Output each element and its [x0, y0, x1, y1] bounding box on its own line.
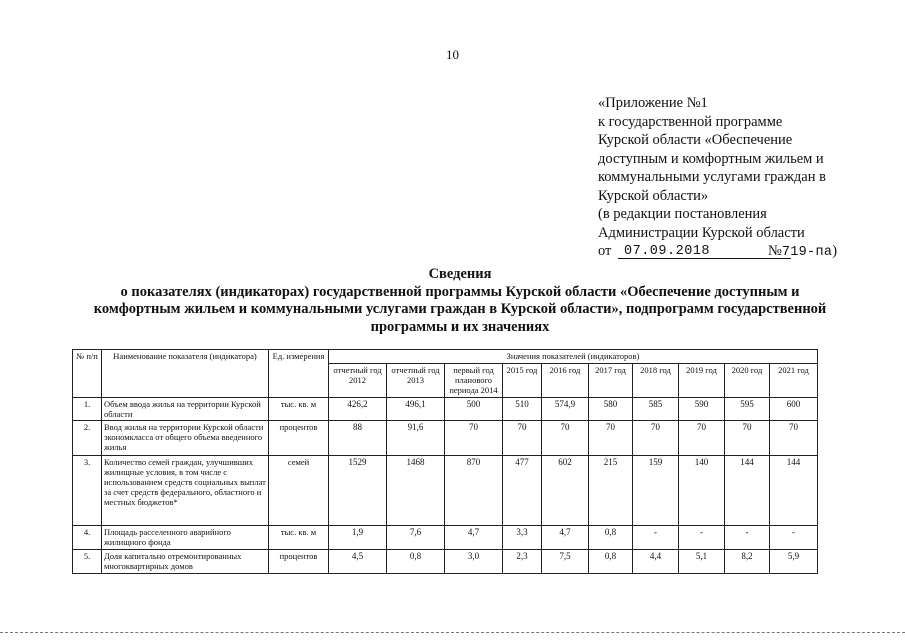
row-num: 5.	[73, 550, 102, 574]
row-value: 70	[725, 421, 770, 456]
row-value: 3,3	[503, 526, 542, 550]
row-value: 602	[542, 456, 589, 526]
document-heading	[70, 266, 850, 336]
row-value: 4,4	[633, 550, 679, 574]
row-value: 0,8	[589, 550, 633, 574]
heading-line: о показателях (индикаторах) государственной программы Курской области «Обеспечение доступным и	[120, 283, 800, 300]
row-value: 91,6	[387, 421, 445, 456]
number-suffix: )	[832, 243, 838, 259]
appendix-line: Администрации Курской области	[598, 224, 805, 241]
row-value: 70	[679, 421, 725, 456]
row-value: 5,9	[770, 550, 818, 574]
row-unit: процентов	[269, 421, 329, 456]
header-year: 2017 год	[589, 364, 633, 398]
row-value: 8,2	[725, 550, 770, 574]
row-value: 7,6	[387, 526, 445, 550]
row-value: 215	[589, 456, 633, 526]
row-value: 510	[503, 398, 542, 421]
heading-title: Сведения	[428, 266, 492, 282]
row-value: 70	[542, 421, 589, 456]
table-row	[73, 526, 818, 550]
header-values-group: Значения показателей (индикаторов)	[329, 350, 818, 364]
row-value: 70	[633, 421, 679, 456]
header-num: № п/п	[73, 350, 102, 398]
appendix-line: к государственной программе	[598, 113, 783, 130]
header-year: 2021 год	[770, 364, 818, 398]
scan-edge-line	[0, 632, 905, 633]
appendix-line: (в редакции постановления	[598, 206, 767, 222]
row-value: 496,1	[387, 398, 445, 421]
row-value: 1,9	[329, 526, 387, 550]
row-value: 70	[589, 421, 633, 456]
header-year: отчетный год 2012	[329, 364, 387, 398]
row-value: 70	[445, 421, 503, 456]
row-value: 870	[445, 456, 503, 526]
appendix-line: доступным и комфортным жильем и	[598, 150, 824, 167]
table-row	[73, 398, 818, 421]
row-value: 70	[770, 421, 818, 456]
table-row	[73, 456, 818, 526]
row-name: Доля капитально отремонтированных многоквартирных домов	[102, 550, 269, 574]
date-underline	[618, 258, 791, 259]
row-value: 1529	[329, 456, 387, 526]
appendix-line: коммунальными услугами граждан в	[598, 169, 826, 185]
table-row	[73, 550, 818, 574]
appendix-line: «Приложение №1	[598, 95, 708, 111]
row-unit: процентов	[269, 550, 329, 574]
row-value: 3,0	[445, 550, 503, 574]
row-value: 5,1	[679, 550, 725, 574]
header-unit: Ед. измерения	[269, 350, 329, 398]
row-num: 1.	[73, 398, 102, 421]
header-year: 2020 год	[725, 364, 770, 398]
row-value: 144	[770, 456, 818, 526]
row-value: 7,5	[542, 550, 589, 574]
row-unit: тыс. кв. м	[269, 398, 329, 421]
header-year: 2015 год	[503, 364, 542, 398]
number-value: 719-па	[781, 245, 833, 260]
row-value: 585	[633, 398, 679, 421]
row-value: 4,7	[445, 526, 503, 550]
row-value: 0,8	[589, 526, 633, 550]
row-value: -	[770, 526, 818, 550]
resolution-number	[768, 242, 837, 263]
from-label: от	[598, 243, 612, 259]
row-value: 477	[503, 456, 542, 526]
row-value: 580	[589, 398, 633, 421]
row-value: -	[679, 526, 725, 550]
indicators-table	[72, 349, 818, 574]
row-name: Объем ввода жилья на территории Курской области	[102, 398, 269, 421]
page-number: 10	[446, 47, 459, 62]
row-name: Площадь расселенного аварийного жилищного фонда	[102, 526, 269, 550]
row-value: 4,5	[329, 550, 387, 574]
row-value: 140	[679, 456, 725, 526]
heading-line: программы и их значениях	[370, 318, 550, 335]
number-prefix: №	[768, 243, 782, 259]
row-value: 600	[770, 398, 818, 421]
row-num: 4.	[73, 526, 102, 550]
row-num: 2.	[73, 421, 102, 456]
header-year: 2016 год	[542, 364, 589, 398]
header-year: отчетный год 2013	[387, 364, 445, 398]
row-name: Количество семей граждан, улучшивших жилищные условия, в том числе с использованием средств социальных выплат за счет средств федерального, областного и местных бюджетов*	[102, 456, 269, 526]
row-value: 426,2	[329, 398, 387, 421]
header-year: 2019 год	[679, 364, 725, 398]
row-num: 3.	[73, 456, 102, 526]
row-value: 2,3	[503, 550, 542, 574]
appendix-line: Курской области «Обеспечение	[598, 132, 793, 148]
header-year: первый год планового периода 2014	[445, 364, 503, 398]
row-value: 70	[503, 421, 542, 456]
appendix-note	[598, 94, 858, 260]
row-value: 0,8	[387, 550, 445, 574]
row-value: 500	[445, 398, 503, 421]
resolution-date: 07.09.2018	[624, 244, 711, 259]
resolution-date-line	[598, 242, 858, 260]
appendix-line: Курской области»	[598, 187, 709, 204]
heading-line: комфортным жильем и коммунальными услугами граждан в Курской области», подпрограмм государственной	[93, 301, 827, 317]
row-value: 595	[725, 398, 770, 421]
row-value: 590	[679, 398, 725, 421]
row-unit: семей	[269, 456, 329, 526]
row-value: 88	[329, 421, 387, 456]
row-value: -	[633, 526, 679, 550]
row-value: 144	[725, 456, 770, 526]
header-name: Наименование показателя (индикатора)	[102, 350, 269, 398]
row-value: 574,9	[542, 398, 589, 421]
row-unit: тыс. кв. м	[269, 526, 329, 550]
row-value: 1468	[387, 456, 445, 526]
row-value: 159	[633, 456, 679, 526]
row-value: -	[725, 526, 770, 550]
table-row	[73, 421, 818, 456]
row-value: 4,7	[542, 526, 589, 550]
row-name: Ввод жилья на территории Курской области экономкласса от общего объема введенного жилья	[102, 421, 269, 456]
header-year: 2018 год	[633, 364, 679, 398]
